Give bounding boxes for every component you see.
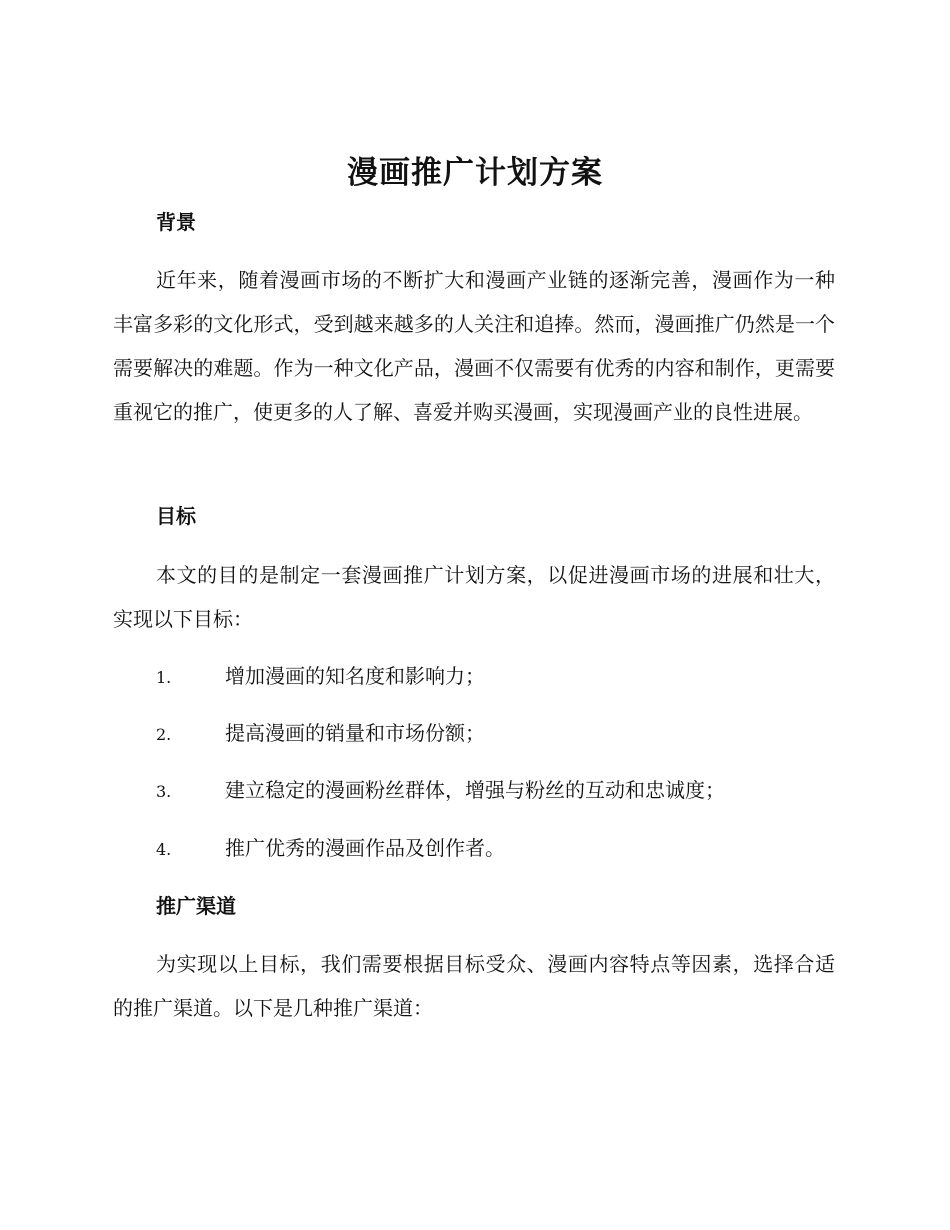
goal-list-item [156, 834, 505, 864]
goal-number: 3. [156, 782, 172, 801]
goal-number: 2. [156, 725, 172, 744]
section-heading-channels: 推广渠道 [156, 894, 236, 918]
section-heading-goals: 目标 [156, 504, 196, 528]
paragraph-background: 近年来，随着漫画市场的不断扩大和漫画产业链的逐渐完善，漫画作为一种丰富多彩的文化形式，受到越来越多的人关注和追捧。然而，漫画推广仍然是一个需要解决的难题。作为一种文化产品，漫画不仅需要有优秀的内容和制作，更需要重视它的推广，使更多的人了解、喜爱并购买漫画，实现漫画产业的良性进展。 [113, 268, 835, 424]
goal-text: 提高漫画的销量和市场份额； [225, 721, 485, 745]
goal-number: 1. [156, 668, 172, 687]
goal-list-item [156, 719, 485, 749]
goal-text: 建立稳定的漫画粉丝群体，增强与粉丝的互动和忠诚度； [225, 778, 725, 802]
goal-list-item [156, 776, 725, 806]
goal-list-item [156, 662, 485, 692]
goal-number: 4. [156, 840, 172, 859]
section-heading-background: 背景 [156, 210, 196, 234]
goal-text: 推广优秀的漫画作品及创作者。 [225, 836, 505, 860]
paragraph-goals: 本文的目的是制定一套漫画推广计划方案，以促进漫画市场的进展和壮大，实现以下目标： [113, 563, 835, 631]
goal-text: 增加漫画的知名度和影响力； [225, 664, 485, 688]
paragraph-channels: 为实现以上目标，我们需要根据目标受众、漫画内容特点等因素，选择合适的推广渠道。以下是几种推广渠道： [113, 952, 835, 1020]
page-title: 漫画推广计划方案 [347, 155, 603, 191]
